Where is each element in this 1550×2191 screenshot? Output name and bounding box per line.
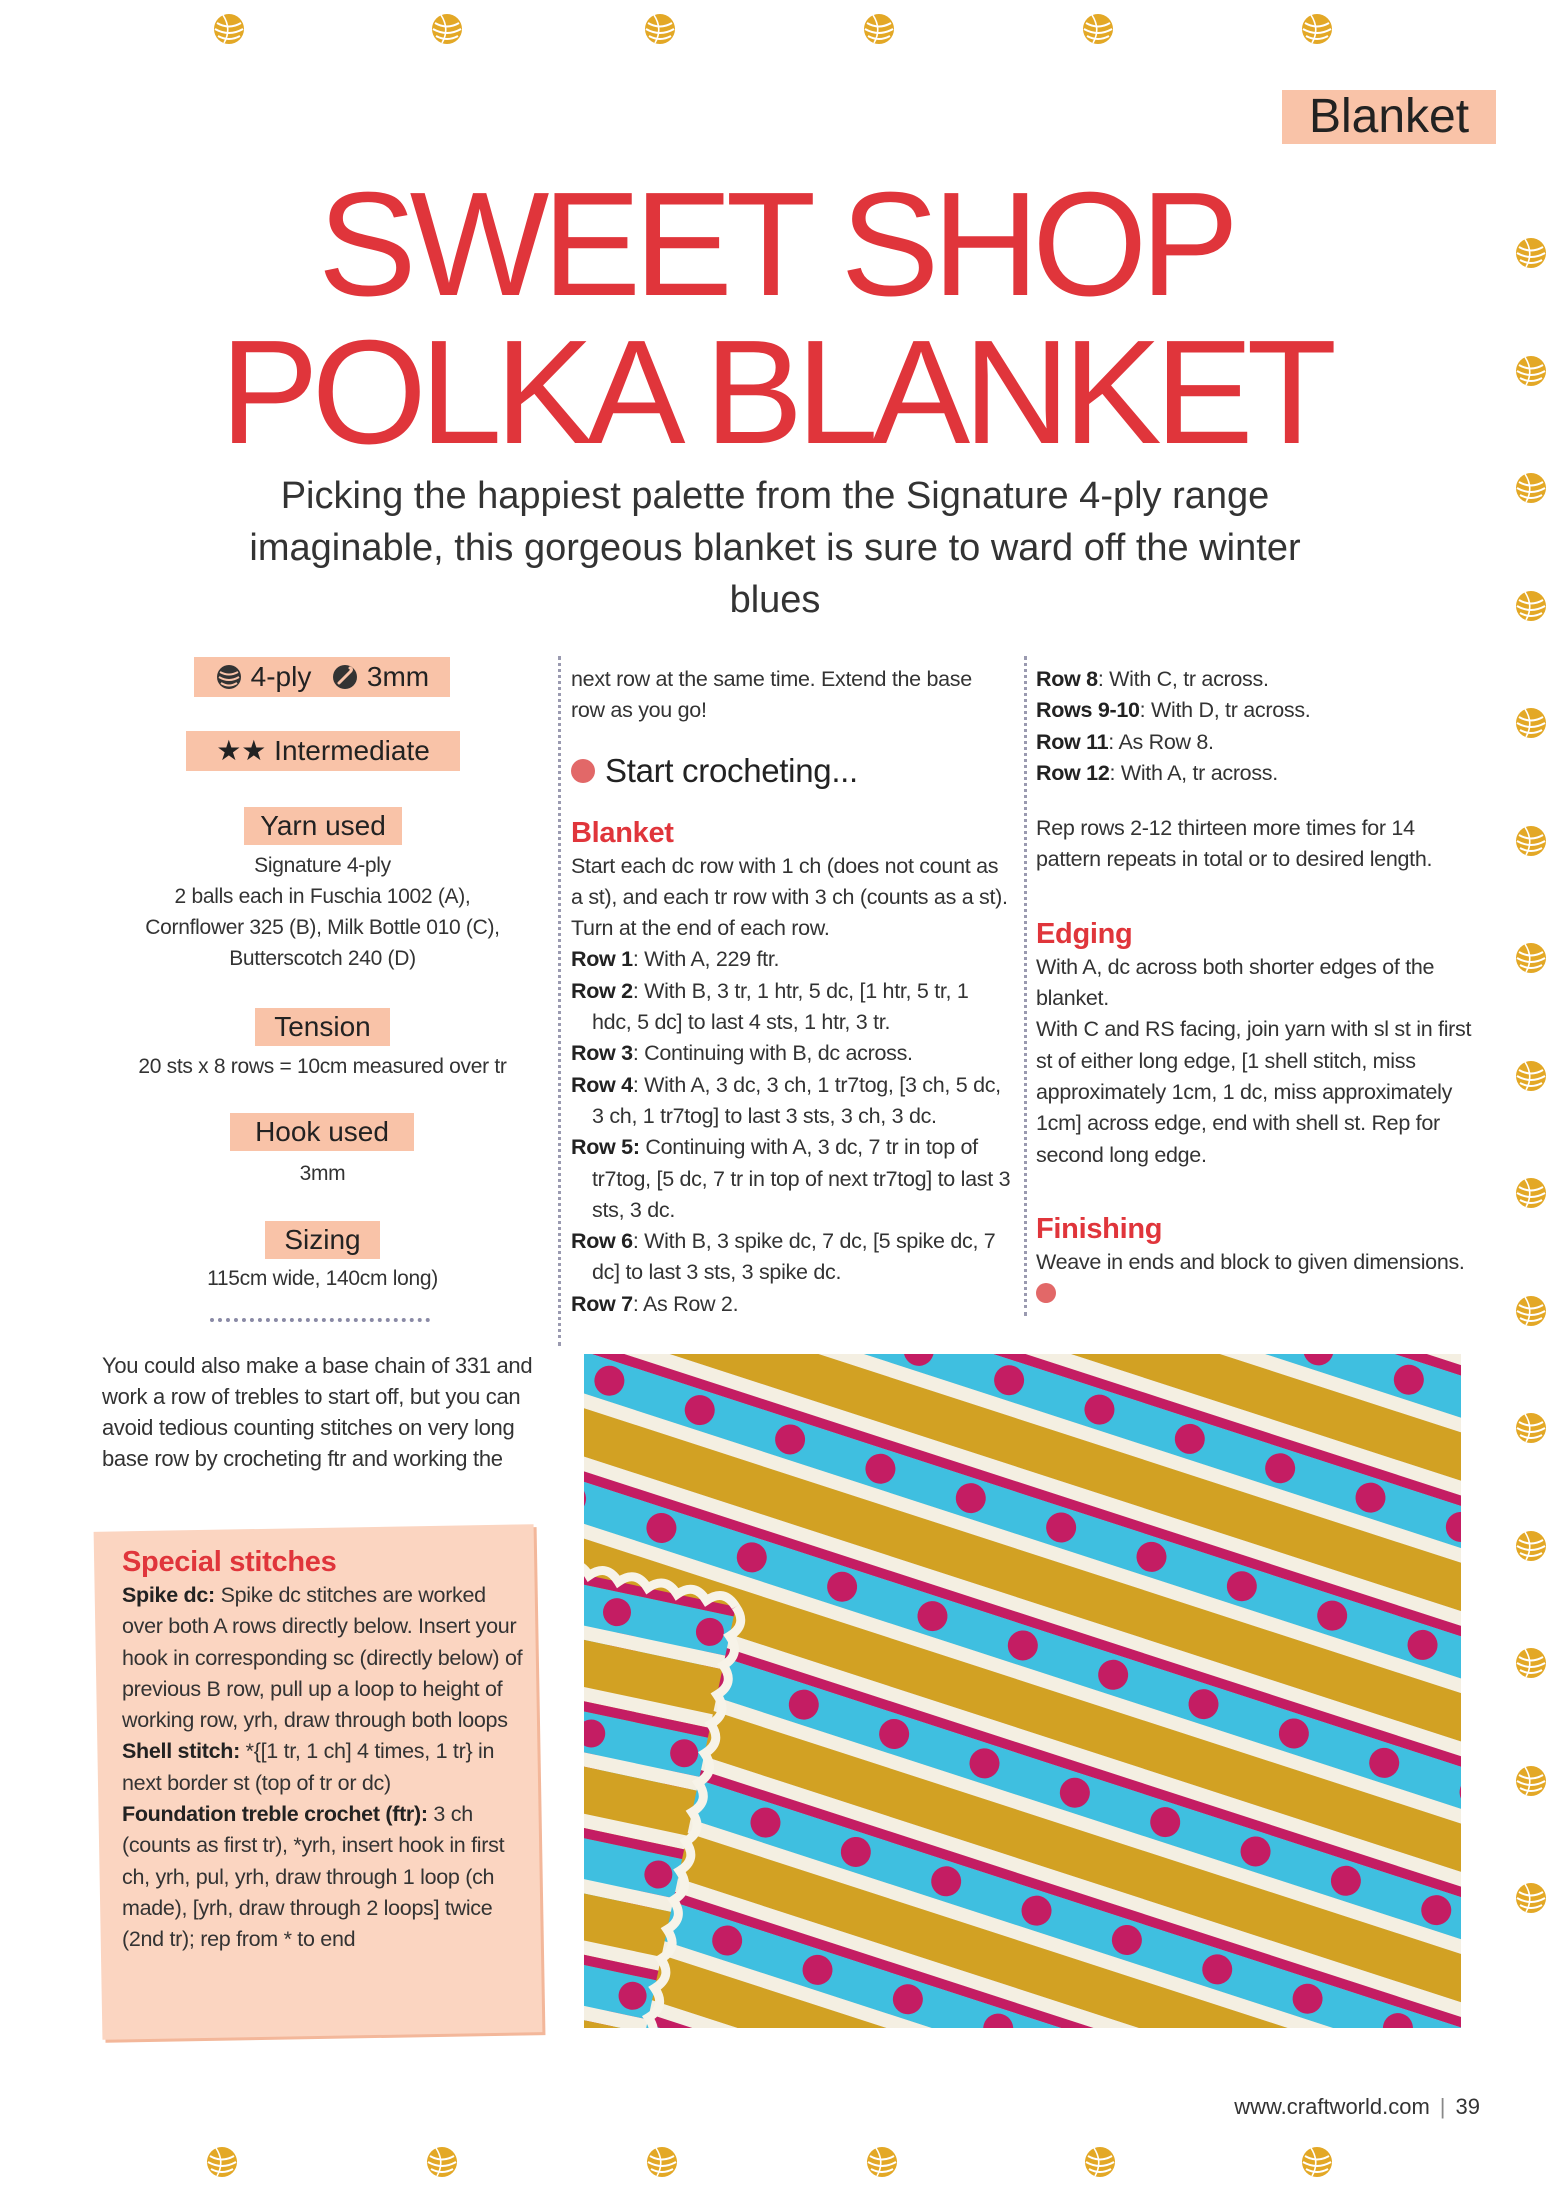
row-label: Row 7 [571, 1291, 633, 1316]
yarn-ball-icon [1514, 1529, 1548, 1563]
yarn-ball-icon [1514, 236, 1548, 270]
row-label: Row 4 [571, 1072, 633, 1097]
yarn-used-text [100, 850, 545, 974]
standfirst: Picking the happiest palette from the Signature 4-ply range imaginable, this gorgeous blanket is sure to ward off the winter blues [249, 475, 1301, 621]
spike-dc-entry [122, 1580, 532, 1736]
ply-label: 4-ply [250, 661, 312, 692]
special-stitches-heading: Special stitches [122, 1546, 337, 1578]
column-divider [558, 656, 561, 1346]
footer-url: www.craftworld.com [1234, 2094, 1430, 2119]
yarn-ball-icon [1514, 941, 1548, 975]
repeat-text: Rep rows 2-12 thirteen more times for 14 pattern repeats in total or to desired length. [1036, 816, 1433, 872]
tension-heading: Tension [255, 1008, 390, 1046]
yarn-ball-icon [1514, 824, 1548, 858]
spike-dc-text: Spike dc stitches are worked over both A rows directly below. Insert your hook in corresponding sc (directly below) of previous B row, pull up a loop to height of working row, yrh, draw through both loops [122, 1583, 523, 1733]
row-text: : With B, 3 tr, 1 htr, 5 dc, [1 htr, 5 tr, 1 hdc, 5 dc] to last 4 sts, 1 htr, 3 tr. [592, 978, 969, 1035]
shell-stitch-entry [122, 1736, 532, 1799]
difficulty-label: Intermediate [274, 735, 430, 766]
ftr-entry [122, 1799, 532, 1955]
yarn-ball-icon [205, 2145, 239, 2179]
hook-size-label: 3mm [366, 661, 430, 692]
pattern-row [571, 1070, 1011, 1133]
yarn-ball-icon [1514, 1294, 1548, 1328]
row-text: : With D, tr across. [1139, 698, 1311, 723]
yarn-ball-icon [1514, 1411, 1548, 1445]
ftr-text: 3 ch (counts as first tr), *yrh, insert hook in first ch, yrh, pul, yrh, draw through 1 loop (ch made), [yrh, draw through 2 loops] twice (2nd tr); rep from * to end [122, 1802, 505, 1952]
end-mark-icon [1036, 1283, 1056, 1303]
special-stitches-content [122, 1544, 532, 1956]
yarn-ball-icon [425, 2145, 459, 2179]
row-text: : With A, tr across. [1109, 760, 1278, 785]
yarn-ball-icon [1514, 1646, 1548, 1680]
sizing-text: 115cm wide, 140cm long) [207, 1267, 438, 1290]
yarn-line: Signature 4-ply [254, 854, 391, 877]
blanket-photo [584, 1354, 1461, 2028]
row-text: : With A, 3 dc, 3 ch, 1 tr7tog, [3 ch, 5 dc, 3 ch, 1 tr7tog] to last 3 sts, 3 ch, 3 dc. [592, 1072, 1001, 1128]
tension-text: 20 sts x 8 rows = 10cm measured over tr [138, 1055, 507, 1078]
yarn-ball-icon [1300, 12, 1334, 46]
row-label: Row 12 [1036, 760, 1110, 785]
row-label: Row 5: [571, 1135, 640, 1160]
difficulty-stars: ★★ [216, 735, 267, 766]
pattern-row [571, 1038, 1011, 1069]
difficulty-badge [186, 731, 460, 771]
yarn-ball-icon [215, 662, 243, 690]
pattern-row [571, 976, 1011, 1039]
finishing-heading: Finishing [1036, 1212, 1163, 1245]
row-label: Row 3 [571, 1041, 633, 1066]
page-title-line-1: SWEET SHOP [317, 162, 1233, 327]
yarn-ball-icon [862, 12, 896, 46]
row-text: : With C, tr across. [1097, 667, 1269, 691]
pattern-row [571, 944, 1011, 975]
pattern-row [1036, 727, 1476, 758]
hook-used-text: 3mm [299, 1162, 346, 1185]
edging-text: With A, dc across both shorter edges of the blanket. [1036, 954, 1435, 1011]
sizing-heading: Sizing [265, 1221, 380, 1259]
yarn-ball-icon [865, 2145, 899, 2179]
yarn-ball-icon [643, 12, 677, 46]
ftr-label: Foundation treble crochet (ftr): [122, 1802, 428, 1827]
shell-stitch-label: Shell stitch: [122, 1739, 240, 1764]
page-number: 39 [1455, 2094, 1480, 2119]
blanket-heading: Blanket [571, 816, 674, 849]
row-text: : With A, 229 ftr. [632, 947, 780, 972]
yarn-line: 2 balls each in Fuschia 1002 (A), [174, 885, 471, 908]
yarn-line: Cornflower 325 (B), Milk Bottle 010 (C), [145, 916, 500, 939]
pattern-row [1036, 664, 1476, 695]
row-label: Rows 9-10 [1036, 698, 1140, 723]
row-text: : With B, 3 spike dc, 7 dc, [5 spike dc, 7 dc] to last 3 sts, 3 spike dc. [592, 1229, 996, 1285]
hook-used-heading: Hook used [230, 1113, 414, 1151]
pattern-row [1036, 695, 1476, 726]
yarn-ball-icon [1514, 354, 1548, 388]
yarn-line: Butterscotch 240 (D) [229, 947, 416, 970]
yarn-used-heading: Yarn used [244, 807, 402, 845]
yarn-ball-icon [1514, 706, 1548, 740]
blanket-intro: Start each dc row with 1 ch (does not count as a st), and each tr row with 3 ch (counts as a st). Turn at the end of each row. [571, 853, 1008, 941]
pattern-row [1036, 758, 1476, 789]
row-label: Row 11 [1036, 729, 1109, 754]
pattern-row [571, 1226, 1011, 1289]
spike-dc-label: Spike dc: [122, 1583, 215, 1607]
finishing-text [1036, 1247, 1476, 1310]
yarn-ball-icon [1514, 1059, 1548, 1093]
instructions-column-2 [1036, 664, 1476, 1309]
shell-stitch-text: *{[1 tr, 1 ch] 4 times, 1 tr} in next border st (top of tr or dc) [122, 1739, 495, 1795]
edging-text: With C and RS facing, join yarn with sl st in first st of either long edge, [1 shell stitch, miss approximately 1cm, 1 dc, miss approximately 1cm] across edge, end with shell st. Rep for second long edge. [1036, 1017, 1472, 1167]
divider [210, 1318, 430, 1322]
continued-text: next row at the same time. Extend the base row as you go! [571, 667, 972, 723]
start-crocheting-label: Start crocheting... [605, 751, 858, 789]
intro-paragraph: You could also make a base chain of 331 and work a row of trebles to start off, but you can avoid tedious counting stitches on very long base row by crocheting ftr and working the [102, 1353, 533, 1471]
row-label: Row 1 [571, 947, 633, 972]
yarn-ball-icon [571, 759, 595, 783]
row-text: Continuing with A, 3 dc, 7 tr in top of tr7tog, [5 dc, 7 tr in top of next tr7tog] to last 3 sts, 3 dc. [592, 1135, 1011, 1222]
row-label: Row 2 [571, 978, 633, 1003]
edging-heading: Edging [1036, 917, 1133, 950]
yarn-ball-icon [645, 2145, 679, 2179]
finishing-body: Weave in ends and block to given dimensions. [1036, 1249, 1465, 1274]
yarn-ball-icon [1514, 471, 1548, 505]
yarn-ball-icon [1081, 12, 1115, 46]
row-text: : Continuing with B, dc across. [632, 1041, 913, 1066]
yarn-ball-icon [212, 12, 246, 46]
row-label: Row 8 [1036, 667, 1098, 691]
ply-hook-badge [194, 657, 450, 697]
row-text: : As Row 2. [632, 1291, 739, 1316]
start-crocheting-heading [571, 749, 1011, 793]
row-label: Row 6 [571, 1229, 633, 1254]
page-footer: www.craftworld.com | 39 [1234, 2094, 1480, 2119]
column-divider [1024, 656, 1027, 1316]
row-text: : As Row 8. [1108, 729, 1214, 754]
yarn-ball-icon [1514, 1881, 1548, 1915]
yarn-ball-icon [1514, 1764, 1548, 1798]
yarn-ball-icon [1300, 2145, 1334, 2179]
page-title-line-2: POLKA BLANKET [220, 310, 1330, 475]
instructions-column-1 [571, 664, 1011, 1320]
pattern-row [571, 1289, 1011, 1320]
yarn-ball-icon [1514, 1176, 1548, 1210]
yarn-ball-icon [1083, 2145, 1117, 2179]
yarn-ball-icon [1514, 589, 1548, 623]
yarn-ball-icon [430, 12, 464, 46]
section-tab: Blanket [1282, 90, 1496, 144]
pattern-row [571, 1132, 1011, 1226]
hook-icon [331, 662, 359, 690]
